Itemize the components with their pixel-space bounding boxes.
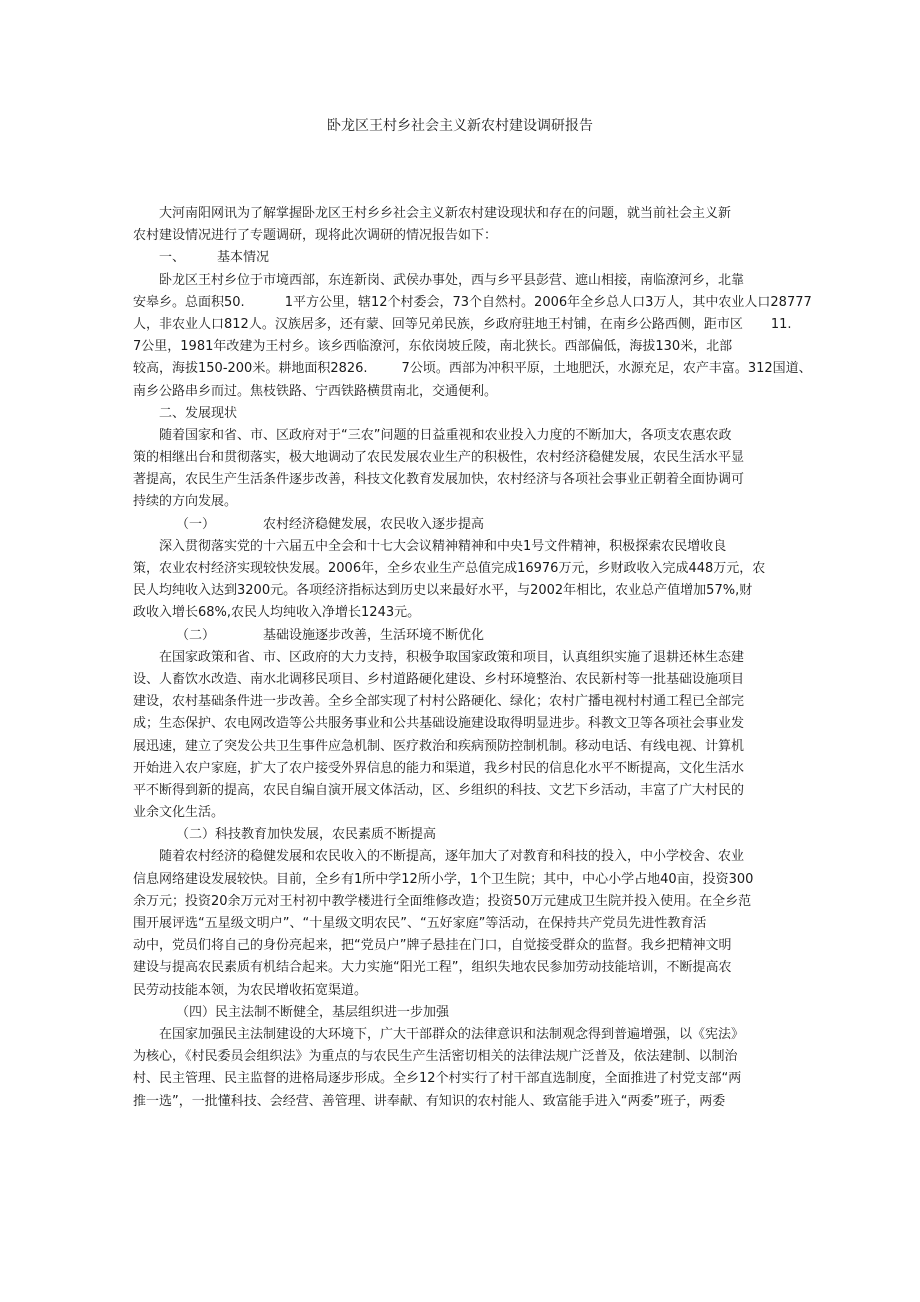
text-line: 设、人畜饮水改造、南水北调移民项目、乡村道路硬化建设、乡村环境整治、农民新村等一批基础设施项目 (133, 671, 745, 687)
section-heading: 二、发展现状 (159, 405, 238, 421)
text-line: 大河南阳网讯为了解掌握卧龙区王村乡乡社会主义新农村建设现状和存在的问题，就当前社会主义新 (159, 206, 732, 221)
document-body (133, 203, 812, 1113)
text-line: 人，非农业人口812人。汉族居多，还有蒙、回等兄弟民族，乡政府驻地王村铺，在南乡公路西侧，距市区 11. (133, 316, 792, 332)
text-line: 围开展评选“五星级文明户”、“十星级文明农民”、“五好家庭”等活动，在保持共产党员先进性教育活 (133, 916, 707, 931)
text-line: 成；生态保护、农电网改造等公共服务事业和公共基础设施建设取得明显进步。科教文卫等各项社会事业发 (133, 716, 745, 732)
text-line: 持续的方向发展。 (133, 494, 238, 510)
text-line: 深入贯彻落实党的十六届五中全会和十七大会议精神精神和中央1号文件精神，积极探索农民增收良 (159, 538, 727, 554)
text-line: 策，农业农村经济实现较快发展。2006年，全乡农业生产总值完成16976万元，乡财政收入完成448万元，农 (133, 561, 766, 576)
text-line: 为核心，《村民委员会组织法》为重点的与农民生产生活密切相关的法律法规广泛普及，依法建制、以制治 (133, 1049, 738, 1065)
section-heading: 一、 基本情况 (159, 250, 270, 266)
text-line: 卧龙区王村乡位于市境西部，东连新岗、武侯办事处，西与乡平县彭营、遮山相接，南临潦河乡，北靠 (159, 272, 745, 288)
text-line: 信息网络建设发展较快。目前，全乡有1所中学12所小学，1个卫生院；其中，中心小学占地40亩，投资300 (133, 871, 754, 887)
text-line: 建设与提高农民素质有机结合起来。大力实施“阳光工程”，组织失地农民参加劳动技能培训，不断提高农 (133, 960, 732, 976)
text-line: 业余文化生活。 (133, 805, 225, 821)
text-line: 在国家加强民主法制建设的大环境下，广大干部群众的法律意识和法制观念得到普遍增强，以《宪法》 (159, 1026, 745, 1042)
text-line: 民人均纯收入达到3200元。各项经济指标达到历史以来最好水平，与2002年相比，农业总产值增加57%,财 (133, 583, 753, 599)
page-title: 卧龙区王村乡社会主义新农村建设调研报告 (327, 118, 593, 134)
subsection-heading: （二）科技教育加快发展，农民素质不断提高 (176, 827, 437, 843)
text-line: 南乡公路串乡而过。焦枝铁路、宁西铁路横贯南北，交通便利。 (133, 383, 498, 399)
subsection-heading: （一） 农村经济稳健发展，农民收入逐步提高 (176, 516, 485, 532)
text-line: 策的相继出台和贯彻落实，极大地调动了农民发展农业生产的积极性，农村经济稳健发展，农民生活水平显 (133, 450, 745, 466)
text-line: 较高，海拔150-200米。耕地面积2826. 7公顷。西部为冲积平原，土地肥沃，水源充足，农产丰富。312国道、 (133, 361, 812, 377)
subsection-heading: （四）民主法制不断健全，基层组织进一步加强 (176, 1004, 450, 1020)
text-line: 动中，党员们将自己的身份亮起来，把“党员户”牌子悬挂在门口，自觉接受群众的监督。我乡把精神文明 (133, 938, 732, 954)
text-line: 开始进入农户家庭，扩大了农户接受外界信息的能力和渠道，我乡村民的信息化水平不断提高，文化生活水 (133, 760, 745, 776)
text-line: 随着国家和省、市、区政府对于“三农”问题的日益重视和农业投入力度的不断加大，各项支农惠农政 (159, 427, 732, 443)
text-line: 随着农村经济的稳健发展和农民收入的不断提高，逐年加大了对教育和科技的投入，中小学校舍、农业 (159, 849, 745, 865)
text-line: 在国家政策和省、市、区政府的大力支持，积极争取国家政策和项目，认真组织实施了退耕还林生态建 (159, 649, 745, 665)
text-line: 展迅速，建立了突发公共卫生事件应急机制、医疗救治和疾病预防控制机制。移动电话、有线电视、计算机 (133, 738, 745, 754)
text-line: 农村建设情况进行了专题调研，现将此次调研的情况报告如下： (133, 228, 498, 244)
text-line: 村、民主管理、民主监督的进格局逐步形成。全乡12个村实行了村干部直选制度，全面推进了村党支部“两 (133, 1071, 742, 1087)
subsection-heading: （二） 基础设施逐步改善，生活环境不断优化 (176, 627, 485, 643)
text-line: 余万元；投资20余万元对王村初中教学楼进行全面维修改造；投资50万元建成卫生院并投入使用。在全乡范 (133, 893, 752, 909)
text-line: 安皋乡。总面积50. 1平方公里，辖12个村委会，73个自然村。2006年全乡总人口3万人，其中农业人口28777 (133, 294, 812, 310)
text-line: 建设，农村基础条件进一步改善。全乡全部实现了村村公路硬化、绿化；农村广播电视村村通工程已全部完 (133, 694, 745, 710)
text-line: 著提高，农民生产生活条件逐步改善，科技文化教育发展加快，农村经济与各项社会事业正朝着全面协调可 (133, 472, 745, 488)
text-line: 政收入增长68%,农民人均纯收入净增长1243元。 (133, 605, 421, 621)
text-line: 民劳动技能本领，为农民增收拓宽渠道。 (133, 982, 368, 998)
text-line: 推一选”，一批懂科技、会经营、善管理、讲奉献、有知识的农村能人、致富能手进入“两委”班子，两委 (133, 1093, 726, 1109)
text-line: 平不断得到新的提高，农民自编自演开展文体活动，区、乡组织的科技、文艺下乡活动，丰富了广大村民的 (133, 782, 745, 798)
text-line: 7公里，1981年改建为王村乡。该乡西临潦河，东依岗坡丘陵，南北狭长。西部偏低，海拔130米，北部 (133, 339, 733, 355)
